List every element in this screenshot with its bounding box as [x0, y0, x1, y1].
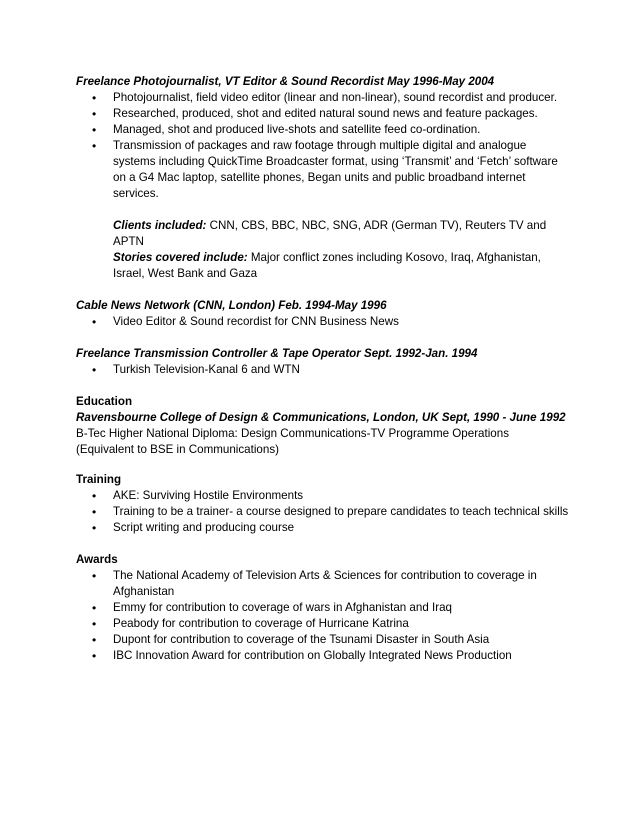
job-bullets — [76, 314, 576, 330]
list-item — [76, 362, 563, 378]
job-transmission-controller — [76, 346, 576, 378]
resume-page — [76, 74, 576, 664]
job-title: Cable News Network (CNN, London) Feb. 1994-May 1996 — [76, 299, 387, 312]
list-item-text: Turkish Television-Kanal 6 and WTN — [113, 363, 300, 376]
list-item-text: Transmission of packages and raw footage through multiple digital and analogue systems including QuickTime Broadcaster format, using ‘Transmit’ and ‘Fetch’ software on a G4 Mac laptop, satellite phones, Began units and public broadband internet services. — [113, 139, 558, 200]
bullet-icon: • — [92, 569, 97, 583]
bullet-icon: • — [92, 505, 97, 519]
clients-text: CNN, CBS, BBC, NBC, SNG, ADR (German TV), Reuters TV and APTN — [113, 219, 547, 248]
list-item-text: Training to be a trainer- a course designed to prepare candidates to teach technical skills — [113, 505, 569, 518]
bullet-icon: • — [92, 601, 97, 615]
job-freelance-photojournalist — [76, 74, 576, 282]
list-item — [76, 314, 563, 330]
list-item-text: Managed, shot and produced live-shots and satellite feed co-ordination. — [113, 123, 481, 136]
job-title: Freelance Transmission Controller & Tape Operator Sept. 1992-Jan. 1994 — [76, 347, 478, 360]
clients-label: Clients included: — [113, 219, 207, 232]
list-item — [76, 504, 569, 520]
education-line: (Equivalent to BSE in Communications) — [76, 443, 279, 456]
job-title: Freelance Photojournalist, VT Editor & Sound Recordist May 1996-May 2004 — [76, 75, 495, 88]
awards-bullets — [76, 568, 576, 664]
list-item — [76, 90, 563, 106]
list-item-text: AKE: Surviving Hostile Environments — [113, 489, 304, 502]
stories-text: Major conflict zones including Kosovo, Iraq, Afghanistan, Israel, West Bank and Gaza — [113, 251, 541, 280]
list-item — [76, 648, 563, 664]
training-bullets — [76, 488, 576, 536]
list-item-text: Photojournalist, field video editor (linear and non-linear), sound recordist and producer. — [113, 91, 558, 104]
list-item — [76, 106, 563, 122]
list-item — [76, 488, 563, 504]
stories-covered — [113, 250, 553, 282]
bullet-icon: • — [92, 107, 97, 121]
list-item — [76, 616, 563, 632]
list-item-text: Emmy for contribution to coverage of wars in Afghanistan and Iraq — [113, 601, 452, 614]
education-line: B-Tec Higher National Diploma: Design Communications-TV Programme Operations — [76, 427, 509, 440]
institution: Ravensbourne College of Design & Communications, London, UK Sept, 1990 - June 1992 — [76, 411, 566, 424]
section-heading: Training — [76, 473, 122, 486]
section-heading: Awards — [76, 553, 118, 566]
list-item-text: The National Academy of Television Arts & Sciences for contribution to coverage in Afghanistan — [113, 569, 537, 598]
list-item — [76, 568, 563, 600]
bullet-icon: • — [92, 123, 97, 137]
list-item-text: IBC Innovation Award for contribution on Globally Integrated News Production — [113, 649, 512, 662]
job-cnn-london — [76, 298, 576, 330]
awards-section — [76, 552, 576, 664]
bullet-icon: • — [92, 633, 97, 647]
job-bullets — [76, 90, 576, 202]
clients-included — [113, 218, 553, 250]
list-item-text: Video Editor & Sound recordist for CNN Business News — [113, 315, 399, 328]
bullet-icon: • — [92, 363, 97, 377]
bullet-icon: • — [92, 315, 97, 329]
bullet-icon: • — [92, 489, 97, 503]
list-item — [76, 520, 563, 536]
list-item-text: Dupont for contribution to coverage of the Tsunami Disaster in South Asia — [113, 633, 490, 646]
training-section — [76, 472, 576, 536]
list-item-text: Peabody for contribution to coverage of Hurricane Katrina — [113, 617, 409, 630]
bullet-icon: • — [92, 91, 97, 105]
bullet-icon: • — [92, 521, 97, 535]
section-heading: Education — [76, 395, 133, 408]
job-bullets — [76, 362, 576, 378]
bullet-icon: • — [92, 139, 97, 153]
list-item — [76, 600, 563, 616]
list-item — [76, 122, 563, 138]
list-item — [76, 138, 563, 202]
list-item-text: Researched, produced, shot and edited natural sound news and feature packages. — [113, 107, 538, 120]
bullet-icon: • — [92, 617, 97, 631]
list-item — [76, 632, 563, 648]
education-section — [76, 394, 576, 458]
bullet-icon: • — [92, 649, 97, 663]
list-item-text: Script writing and producing course — [113, 521, 295, 534]
stories-label: Stories covered include: — [113, 251, 248, 264]
